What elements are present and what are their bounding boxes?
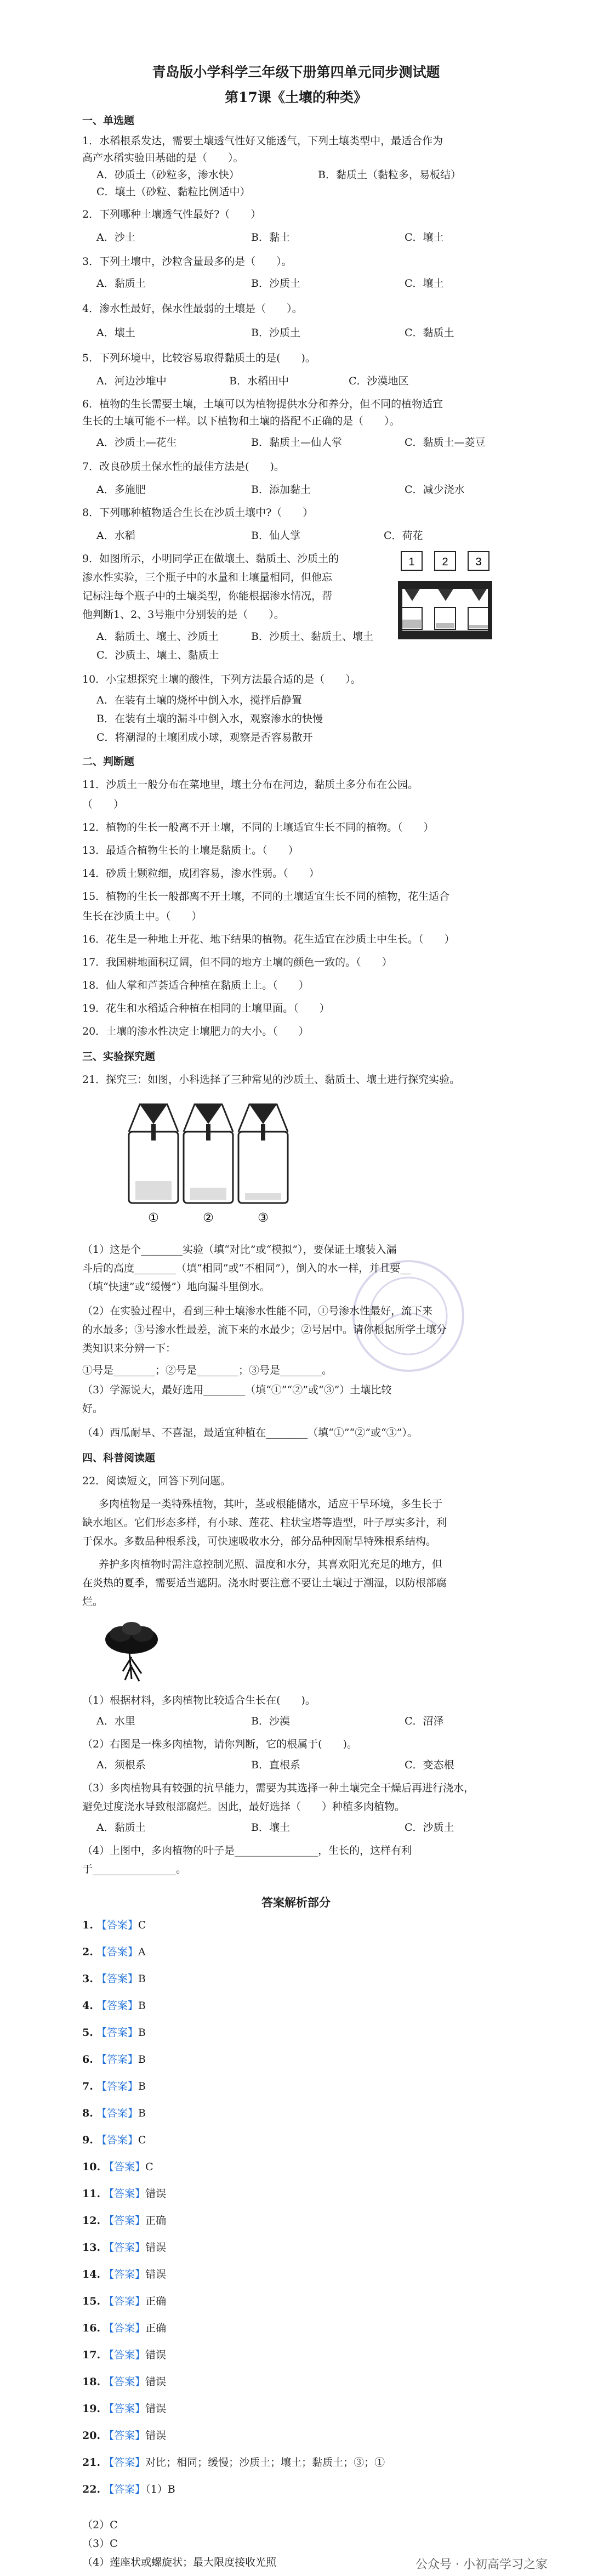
- option: A．河边沙堆中: [96, 375, 167, 387]
- question-text: 22．阅读短文，回答下列问题。: [82, 1475, 231, 1487]
- answer-tag: 【答案】: [96, 1946, 138, 1958]
- question-text: 8．下列哪种植物适合生长在沙质土壤中?（ ）: [82, 507, 314, 519]
- option: A．壤土: [96, 327, 135, 339]
- option: C．壤土: [405, 277, 444, 290]
- answer-tag: 【答案】: [104, 2456, 146, 2469]
- option: A．水里: [96, 1715, 135, 1727]
- answer-number: 4.: [82, 2000, 93, 2012]
- question-text: 19．花生和水稻适合种植在相同的土壤里面。（ ）: [82, 1002, 330, 1014]
- answer-row: [82, 1917, 146, 1932]
- question-text: 生长的土壤可能不一样。以下植物和土壤的搭配不正确的是（ ）。: [82, 415, 400, 427]
- question-text: 1．水稻根系发达，需要土壤透气性好又能透气，下列土壤类型中，最适合作为: [82, 135, 443, 147]
- question-text: ①号是________；②号是________；③号是________。: [82, 1364, 333, 1376]
- question-text: （3）学源说大，最好选用________（填“①”“②”或“③”）土壤比较: [82, 1384, 392, 1396]
- answer-tag: 【答案】: [96, 2000, 138, 2012]
- question-text: 20．土壤的渗水性决定土壤肥力的大小。（ ）: [82, 1025, 309, 1037]
- answer-value: B: [138, 1973, 146, 1985]
- infiltration-setup-figure: [396, 548, 494, 647]
- question-text: （ ）: [82, 798, 124, 810]
- bottle-label-3: ③: [258, 1211, 269, 1225]
- answer-value: 错误: [145, 2376, 167, 2388]
- answer-number: 13.: [82, 2242, 101, 2254]
- answer-value: 正确: [145, 2215, 167, 2227]
- bottle-3: [238, 1104, 288, 1203]
- question-text: 12．植物的生长一般离不开土壤，不同的土壤适宜生长不同的植物。（ ）: [82, 821, 434, 833]
- option: C．荷花: [384, 530, 423, 542]
- question-text: 4．渗水性最好，保水性最弱的土壤是（ ）。: [82, 303, 303, 315]
- question-text: 18．仙人掌和芦荟适合种植在黏质土上。（ ）: [82, 979, 309, 991]
- answer-value: 错误: [145, 2268, 167, 2280]
- funnel-bottle-figure: [123, 1093, 293, 1230]
- option: A．须根系: [96, 1759, 146, 1771]
- answer-number: 10.: [82, 2161, 101, 2173]
- option: A．沙土: [96, 231, 135, 243]
- answer-value: （1）B: [145, 2483, 175, 2495]
- question-text: 渗水性实验，三个瓶子中的水量和土壤量相同，但他忘: [82, 571, 333, 583]
- question-text: 21．探究三：如图，小科选择了三种常见的沙质土、黏质土、壤土进行探究实验。: [82, 1074, 460, 1086]
- option: A．黏质土、壤土、沙质土: [96, 631, 219, 643]
- answer-row: [82, 2212, 166, 2227]
- section-heading-true-false: 二、判断题: [82, 756, 135, 768]
- answer-tag: 【答案】: [104, 2376, 146, 2388]
- answer-value: 正确: [145, 2322, 167, 2334]
- answer-value: 正确: [145, 2295, 167, 2307]
- option: A．在装有土壤的烧杯中倒入水，搅拌后静置: [96, 694, 302, 706]
- question-text: 15．植物的生长一般都离不开土壤，不同的土壤适宜生长不同的植物，花生适合: [82, 890, 450, 903]
- question-text: 类知识来分辨一下：: [82, 1342, 177, 1354]
- answer-row: [82, 2347, 166, 2362]
- question-text: 5．下列环境中，比较容易取得黏质土的是( )。: [82, 352, 316, 364]
- answer-row: [82, 2293, 166, 2308]
- option: A．沙质土—花生: [96, 436, 177, 449]
- answer-tag: 【答案】: [96, 2080, 138, 2092]
- bottle-1: [129, 1104, 178, 1203]
- answer-tag: 【答案】: [96, 2107, 138, 2119]
- option: C．黏质土: [405, 327, 454, 339]
- answer-row: [82, 1998, 146, 2012]
- passage-text: 多肉植物是一类特殊植物，其叶，茎或根能储水，适应干旱环境，多生长于: [99, 1498, 443, 1510]
- bottle-2: [184, 1104, 233, 1203]
- answer-number: 12.: [82, 2215, 101, 2227]
- option: B．添加黏土: [251, 484, 311, 496]
- stand-left-leg: [398, 581, 402, 639]
- bottle-number-3: 3: [475, 556, 482, 568]
- answer-number: 17.: [82, 2349, 101, 2361]
- question-text: （1）根据材料，多肉植物比较适合生长在( )。: [82, 1694, 316, 1706]
- option: C．沼泽: [405, 1715, 444, 1727]
- answer-number: 1.: [82, 1919, 93, 1931]
- passage-text: 养护多肉植物时需注意控制光照、温度和水分，其喜欢阳光充足的地方，但: [99, 1558, 443, 1570]
- option: C．壤土（砂粒、黏粒比例适中）: [96, 186, 251, 198]
- answer-tag: 【答案】: [104, 2430, 146, 2442]
- option: C．壤土: [405, 231, 444, 243]
- answer-row: [82, 2105, 146, 2120]
- answer-value: B: [138, 2053, 146, 2066]
- question-text: 9．如图所示，小明同学正在做壤土、黏质土、沙质土的: [82, 553, 339, 565]
- option: A．黏质土: [96, 277, 146, 290]
- answer-tag: 【答案】: [104, 2322, 146, 2334]
- option: A．多施肥: [96, 484, 146, 496]
- question-text: 14．砂质土颗粒细，成团容易，渗水性弱。（ ）: [82, 867, 320, 880]
- passage-text: 于保水。多数品种根系浅，可快速吸收水分，部分品种因耐旱特殊根系结构。: [82, 1535, 437, 1547]
- answer-number: 11.: [82, 2188, 101, 2200]
- option: B．壤土: [251, 1822, 290, 1834]
- option: C．沙质土: [405, 1822, 454, 1834]
- answer-number: 2.: [82, 1946, 93, 1958]
- section-heading-single-choice: 一、单选题: [82, 115, 135, 127]
- answer-value: 对比；相同；缓慢；沙质土；壤土；黏质土；③；①: [145, 2456, 385, 2469]
- funnel-2: [438, 589, 453, 601]
- question-text: 好。: [82, 1403, 104, 1415]
- question-text: （1）这是个________实验（填“对比”或“模拟”），要保证土壤装入漏: [82, 1244, 397, 1256]
- answer-tag: 【答案】: [96, 1919, 138, 1931]
- answer-number: 20.: [82, 2430, 101, 2442]
- answer-extra: （2）C: [82, 2519, 118, 2531]
- water-1: [402, 620, 421, 628]
- option: B．沙质土: [251, 277, 300, 290]
- option: B．黏质土（黏粒多，易板结）: [318, 169, 461, 181]
- option: A．水稻: [96, 530, 135, 542]
- question-text: 16．花生是一种地上开花、地下结果的植物。花生适宜在沙质土中生长。（ ）: [82, 933, 455, 945]
- answer-value: B: [138, 2107, 146, 2119]
- answer-extra: （3）C: [82, 2538, 118, 2550]
- option: C．减少浇水: [405, 484, 465, 496]
- stand-right-leg: [488, 581, 492, 639]
- option: C．沙质土、壤土、黏质土: [96, 649, 219, 661]
- option: B．沙漠: [251, 1715, 290, 1727]
- funnel-3: [471, 589, 487, 601]
- passage-text: 缺水地区。它们形态多样，有小球、莲花、柱状宝塔等造型，叶子厚实多汁，利: [82, 1517, 447, 1529]
- answer-value: B: [138, 2080, 146, 2092]
- option: C．变态根: [405, 1759, 454, 1771]
- question-text: （填“快速”或“缓慢”）地向漏斗里倒水。: [82, 1281, 270, 1293]
- question-text: （2）在实验过程中，看到三种土壤渗水性能不同，①号渗水性最好，流下来: [82, 1305, 433, 1317]
- question-text: （4）西瓜耐旱、不喜湿，最适宜种植在________（填“①”“②”或“③”）。: [82, 1427, 418, 1439]
- answer-value: 错误: [145, 2403, 167, 2415]
- answer-number: 5.: [82, 2027, 93, 2039]
- question-text: 17．我国耕地面积辽阔，但不同的地方土壤的颜色一致的。（ ）: [82, 956, 392, 968]
- answer-tag: 【答案】: [104, 2161, 146, 2173]
- answer-tag: 【答案】: [104, 2349, 146, 2361]
- answer-number: 7.: [82, 2080, 93, 2092]
- answer-number: 16.: [82, 2322, 101, 2334]
- succulent-plant-figure: [99, 1619, 164, 1684]
- answer-number: 8.: [82, 2107, 93, 2119]
- question-text: 他判断1、2、3号瓶中分别装的是（ ）。: [82, 609, 284, 621]
- answer-tag: 【答案】: [96, 1973, 138, 1985]
- question-text: （3）多肉植物具有较强的抗旱能力，需要为其选择一种土壤完全干燥后再进行浇水，: [82, 1782, 475, 1794]
- answer-row: [82, 2427, 166, 2442]
- option: B．在装有土壤的漏斗中倒入水，观察渗水的快慢: [96, 713, 323, 725]
- section-heading-reading: 四、科普阅读题: [82, 1452, 156, 1464]
- answer-row: [82, 2132, 146, 2147]
- answer-value: C: [138, 2134, 146, 2146]
- answer-value: C: [138, 1919, 146, 1931]
- answer-row: [82, 1944, 146, 1959]
- answer-row: [82, 2186, 166, 2200]
- question-text: （2）右图是一株多肉植物，请你判断，它的根属于( )。: [82, 1738, 357, 1750]
- answer-row: [82, 1971, 146, 1985]
- question-text: 高产水稻实验田基础的是（ ）。: [82, 152, 244, 164]
- water-3: [469, 625, 488, 628]
- funnel-1: [405, 589, 420, 601]
- answer-tag: 【答案】: [104, 2188, 146, 2200]
- question-text: 于________________。: [82, 1863, 187, 1875]
- answer-row: [82, 2401, 166, 2415]
- section-heading-experiment: 三、实验探究题: [82, 1051, 156, 1063]
- question-text: 6．植物的生长需要土壤，土壤可以为植物提供水分和养分，但不同的植物适宜: [82, 398, 443, 410]
- answer-row: [82, 2024, 146, 2039]
- answer-row: [82, 2159, 153, 2174]
- question-text: 11．沙质土一般分布在菜地里，壤土分布在河边，黏质土多分布在公园。: [82, 779, 419, 791]
- answer-number: 18.: [82, 2376, 101, 2388]
- answer-tag: 【答案】: [104, 2483, 146, 2495]
- lesson-subtitle: 第17课《土壤的种类》: [225, 89, 367, 105]
- question-text: 10．小宝想探究土壤的酸性，下列方法最合适的是（ ）。: [82, 673, 361, 685]
- answer-row: [82, 2320, 166, 2335]
- question-text: 7．改良砂质土保水性的最佳方法是( )。: [82, 461, 284, 473]
- answer-value: 错误: [145, 2242, 167, 2254]
- answer-tag: 【答案】: [96, 2053, 138, 2066]
- bottle-number-1: 1: [408, 556, 415, 568]
- question-text: 13．最适合植物生长的土壤是黏质土。（ ）: [82, 844, 299, 856]
- option: C．将潮湿的土壤团成小球，观察是否容易散开: [96, 731, 313, 744]
- question-text: 记标注每个瓶子中的土壤类型，你能根据渗水情况，帮: [82, 590, 333, 602]
- answer-value: B: [138, 2027, 146, 2039]
- answer-number: 9.: [82, 2134, 93, 2146]
- document-title: 青岛版小学科学三年级下册第四单元同步测试题: [152, 64, 440, 80]
- answer-value: 错误: [145, 2430, 167, 2442]
- option: B．沙质土、黏质土、壤土: [251, 631, 373, 643]
- question-text: 的水最多；③号渗水性最差，流下来的水最少；②号居中。请你根据所学土壤分: [82, 1324, 447, 1336]
- option: B．直根系: [251, 1759, 300, 1771]
- stand-top: [398, 581, 492, 589]
- answer-value: 错误: [145, 2349, 167, 2361]
- bottle-label-1: ①: [148, 1211, 159, 1225]
- answer-tag: 【答案】: [96, 2027, 138, 2039]
- answer-tag: 【答案】: [104, 2268, 146, 2280]
- answer-number: 22.: [82, 2483, 101, 2495]
- bottle-number-2: 2: [442, 556, 448, 568]
- option: B．沙质土: [251, 327, 300, 339]
- watermark-text: 公众号 · 小初高学习之家: [415, 2558, 548, 2572]
- answer-number: 6.: [82, 2053, 93, 2066]
- answer-row: [82, 2051, 146, 2066]
- answer-extra: （4）莲座状或螺旋状；最大限度接收光照: [82, 2556, 277, 2568]
- question-text: （4）上图中，多肉植物的叶子是________________，生长的，这样有利: [82, 1845, 412, 1857]
- water-2: [436, 623, 454, 628]
- option: C．黏质土—菱豆: [405, 436, 486, 449]
- option: A．砂质土（砂粒多，渗水快）: [96, 169, 240, 181]
- answer-row: [82, 2239, 166, 2254]
- question-text: 斗后的高度________（填“相同”或“不相同”），倒入的水一样，并且要__: [82, 1262, 411, 1274]
- answer-row: [82, 2454, 385, 2469]
- answer-number: 15.: [82, 2295, 101, 2307]
- option: B．黏土: [251, 231, 290, 243]
- bottle-label-2: ②: [203, 1211, 214, 1225]
- option: B．仙人掌: [251, 530, 300, 542]
- answer-value: B: [138, 2000, 146, 2012]
- answer-value: 错误: [145, 2188, 167, 2200]
- question-text: 3．下列土壤中，沙粒含量最多的是（ ）。: [82, 256, 292, 268]
- option: C．沙漠地区: [349, 375, 409, 387]
- answer-number: 19.: [82, 2403, 101, 2415]
- answer-row: [82, 2266, 166, 2281]
- answer-tag: 【答案】: [104, 2403, 146, 2415]
- answer-row: [82, 2374, 166, 2388]
- answer-tag: 【答案】: [96, 2134, 138, 2146]
- answer-number: 3.: [82, 1973, 93, 1985]
- stand-base: [398, 631, 492, 639]
- answer-row: [82, 2078, 146, 2093]
- answer-number: 14.: [82, 2268, 101, 2280]
- option: A．黏质土: [96, 1822, 146, 1834]
- answer-row: [82, 2481, 175, 2496]
- question-text: 生长在沙质土中。（ ）: [82, 910, 202, 922]
- answer-tag: 【答案】: [104, 2215, 146, 2227]
- answer-value: A: [138, 1946, 146, 1958]
- passage-text: 烂。: [82, 1596, 104, 1608]
- answer-section-heading: 答案解析部分: [261, 1896, 331, 1909]
- answer-tag: 【答案】: [104, 2242, 146, 2254]
- option: B．水稻田中: [229, 375, 289, 387]
- option: B．黏质土—仙人掌: [251, 436, 342, 449]
- question-text: 避免过度浇水导致根部腐烂。因此，最好选择（ ）种植多肉植物。: [82, 1801, 406, 1813]
- answer-number: 21.: [82, 2456, 101, 2469]
- answer-tag: 【答案】: [104, 2295, 146, 2307]
- passage-text: 在炎热的夏季，需要适当遮阴。浇水时要注意不要让土壤过于潮湿，以防根部腐: [82, 1577, 447, 1589]
- question-text: 2．下列哪种土壤透气性最好?（ ）: [82, 208, 261, 220]
- answer-value: C: [145, 2161, 153, 2173]
